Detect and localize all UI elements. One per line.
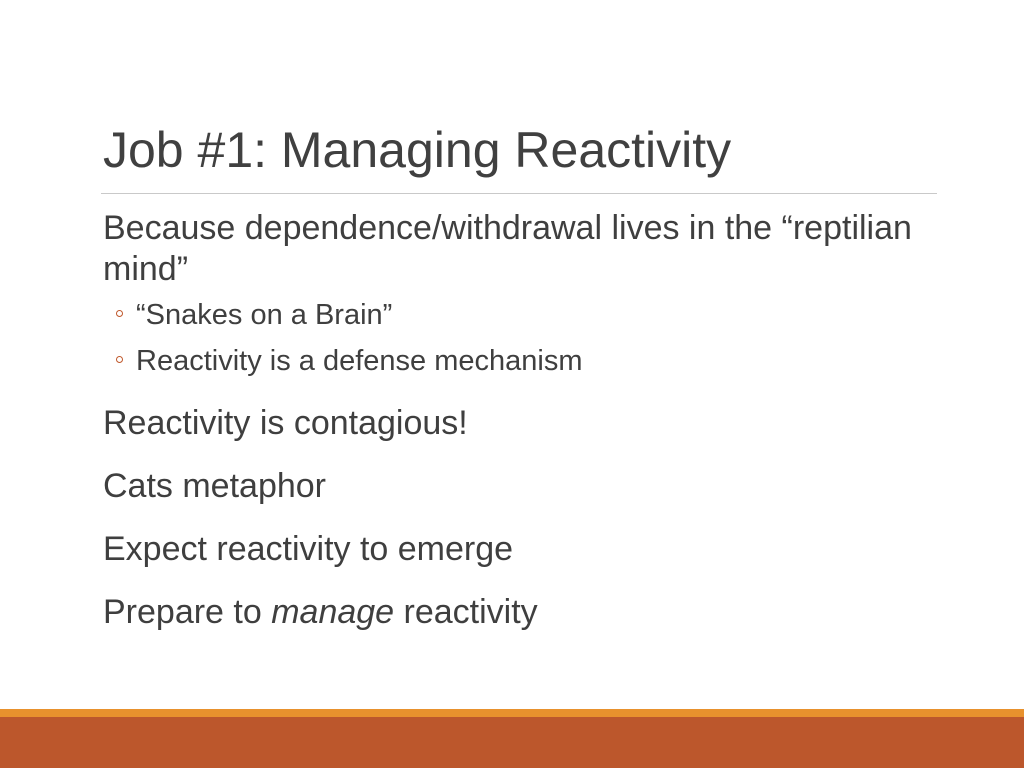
circle-bullet-icon — [116, 356, 123, 363]
sub-bullet-text: Reactivity is a defense mechanism — [136, 345, 583, 377]
sub-bullet-container — [103, 292, 943, 384]
sub-bullet-item — [114, 338, 943, 384]
bullet-text-after: reactivity — [394, 593, 538, 631]
bullet-item — [103, 464, 943, 508]
bullet-item — [103, 590, 943, 634]
sub-bullet-item — [114, 292, 943, 338]
bullet-item — [103, 401, 943, 445]
bullet-text-emphasis: manage — [271, 593, 395, 631]
footer-accent-bar — [0, 709, 1024, 717]
circle-bullet-icon — [116, 310, 123, 317]
bullet-list — [103, 208, 943, 653]
bullet-text-before: Prepare to — [103, 593, 272, 631]
bullet-text: Because dependence/withdrawal lives in the “reptilian mind” — [103, 209, 912, 288]
sub-bullet-list — [103, 292, 943, 384]
bullet-text: Expect reactivity to emerge — [103, 530, 514, 568]
sub-bullet-text: “Snakes on a Brain” — [136, 299, 393, 331]
bullet-text: Cats metaphor — [103, 467, 326, 505]
slide-title: Job #1: Managing Reactivity — [103, 122, 732, 178]
bullet-item — [103, 527, 943, 571]
bullet-text: Reactivity is contagious! — [103, 404, 468, 442]
footer-bar — [0, 717, 1024, 768]
title-divider — [101, 193, 937, 194]
bullet-item — [103, 208, 943, 290]
